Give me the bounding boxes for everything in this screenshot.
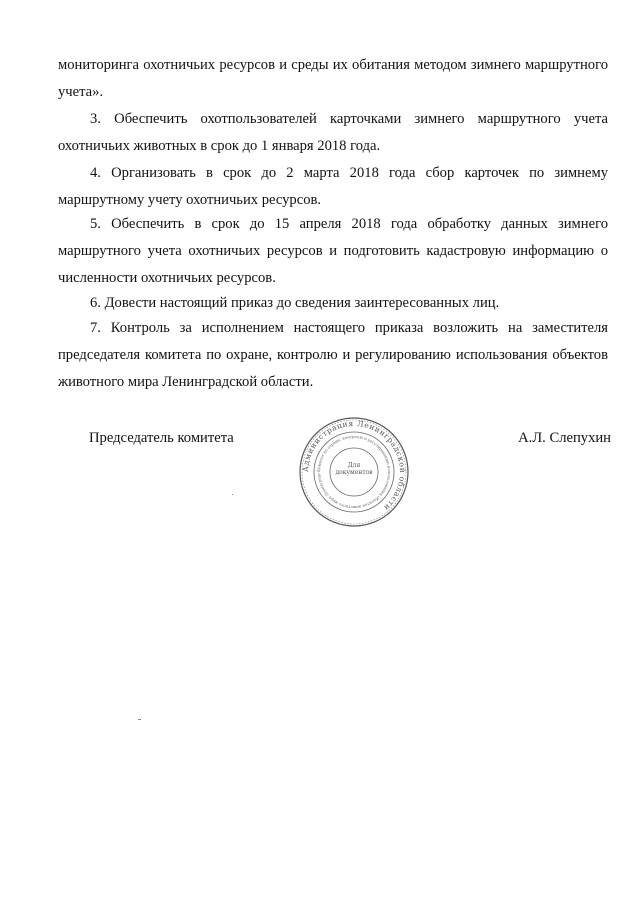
paragraph-item-5: 5. Обеспечить в срок до 15 апреля 2018 года обработку данных зимнего маршрутного учета охотничьих ресурсов и подготовить кадастровую информацию о численности охотничьих ресурсов. — [58, 216, 608, 286]
scan-speck — [232, 494, 233, 495]
paragraph-item-3: 3. Обеспечить охотпользователей карточками зимнего маршрутного учета охотничьих животных в срок до 1 января 2018 года. — [58, 111, 608, 154]
paragraph-item-7: 7. Контроль за исполнением настоящего приказа возложить на заместителя председателя комитета по охране, контролю и регулированию использования объектов животного мира Ленинградской области. — [58, 320, 608, 390]
scan-speck — [138, 719, 141, 720]
seal-outer-text: Администрация Ленинградской области — [300, 418, 408, 513]
seal-center-text: Для документов — [335, 462, 373, 476]
official-seal — [298, 416, 410, 528]
paragraph-item-4: 4. Организовать в срок до 2 марта 2018 года сбор карточек по зимнему маршрутному учету охотничьих ресурсов. — [58, 165, 608, 208]
paragraph-item-6: 6. Довести настоящий приказ до сведения заинтересованных лиц. — [90, 295, 500, 311]
signature-name: А.Л. Слепухин — [518, 430, 611, 446]
paragraph-continuation: мониторинга охотничьих ресурсов и среды их обитания методом зимнего маршрутного учета». — [58, 57, 608, 100]
signature-title: Председатель комитета — [89, 430, 234, 446]
seal-inner-text: Комитет по охране, контролю и регулированию использования объектов животного мира Ленинградс — [315, 433, 393, 511]
